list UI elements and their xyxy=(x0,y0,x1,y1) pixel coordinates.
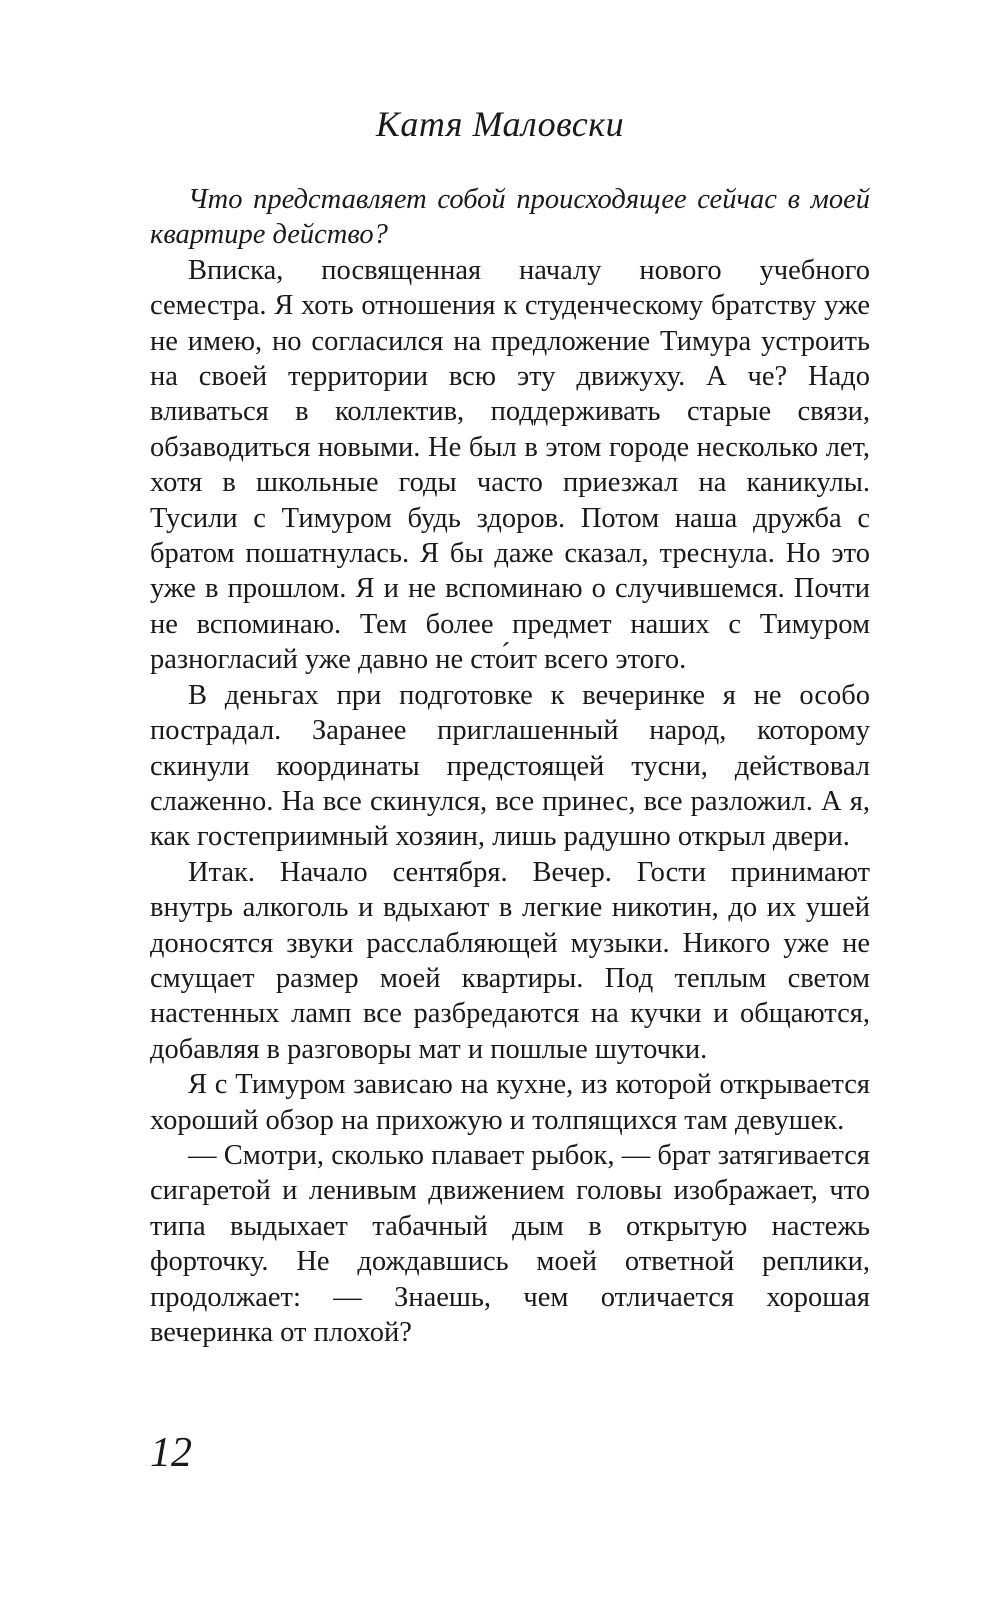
paragraph-1-italic: Что представляет собой происходящее сейчас в моей квартире действо? xyxy=(150,184,870,251)
paragraph-6: — Смотри, сколько плавает рыбок, — брат затягивается сигаретой и ленивым движением головы изображает, что типа выдыхает табачный дым в открытую настежь форточку. Не дождавшись моей ответной реплики, продолжает: — Знаешь, чем отличается хорошая вечеринка от плохой? xyxy=(150,1139,870,1348)
paragraph-5: Я с Тимуром зависаю на кухне, из которой открывается хороший обзор на прихожую и толпящихся там девушек. xyxy=(150,1069,870,1136)
page-number: 12 xyxy=(150,1430,192,1476)
running-head-author: Катя Маловски xyxy=(375,104,625,144)
paragraph-3: В деньгах при подготовке к вечеринке я не особо пострадал. Заранее приглашенный народ, которому скинули координаты предстоящей тусни, действовал слаженно. На все скинулся, все принес, все разложил. А я, как гостеприимный хозяин, лишь радушно открыл двери. xyxy=(150,679,870,853)
body-text xyxy=(150,182,870,1350)
paragraph-4: Итак. Начало сентября. Вечер. Гости принимают внутрь алкоголь и вдыхают в легкие никотин, до их ушей доносятся звуки расслабляющей музыки. Никого уже не смущает размер моей квартиры. Под теплым светом настенных ламп все разбредаются на кучки и общаются, добавляя в разговоры мат и пошлые шуточки. xyxy=(150,856,870,1065)
paragraph-2: Вписка, посвященная началу нового учебного семестра. Я хоть отношения к студенческому братству уже не имею, но согласился на предложение Тимура устроить на своей территории всю эту движуху. А че? Надо вливаться в коллектив, поддерживать старые связи, обзаводиться новыми. Не был в этом городе несколько лет, хотя в школьные годы часто приезжал на каникулы. Тусили с Тимуром будь здоров. Потом наша дружба с братом пошатнулась. Я бы даже сказал, треснула. Но это уже в прошлом. Я и не вспоминаю о случившемся. Почти не вспоминаю. Тем более предмет наших с Тимуром разногласий уже давно не сто́ит всего этого. xyxy=(150,254,870,676)
